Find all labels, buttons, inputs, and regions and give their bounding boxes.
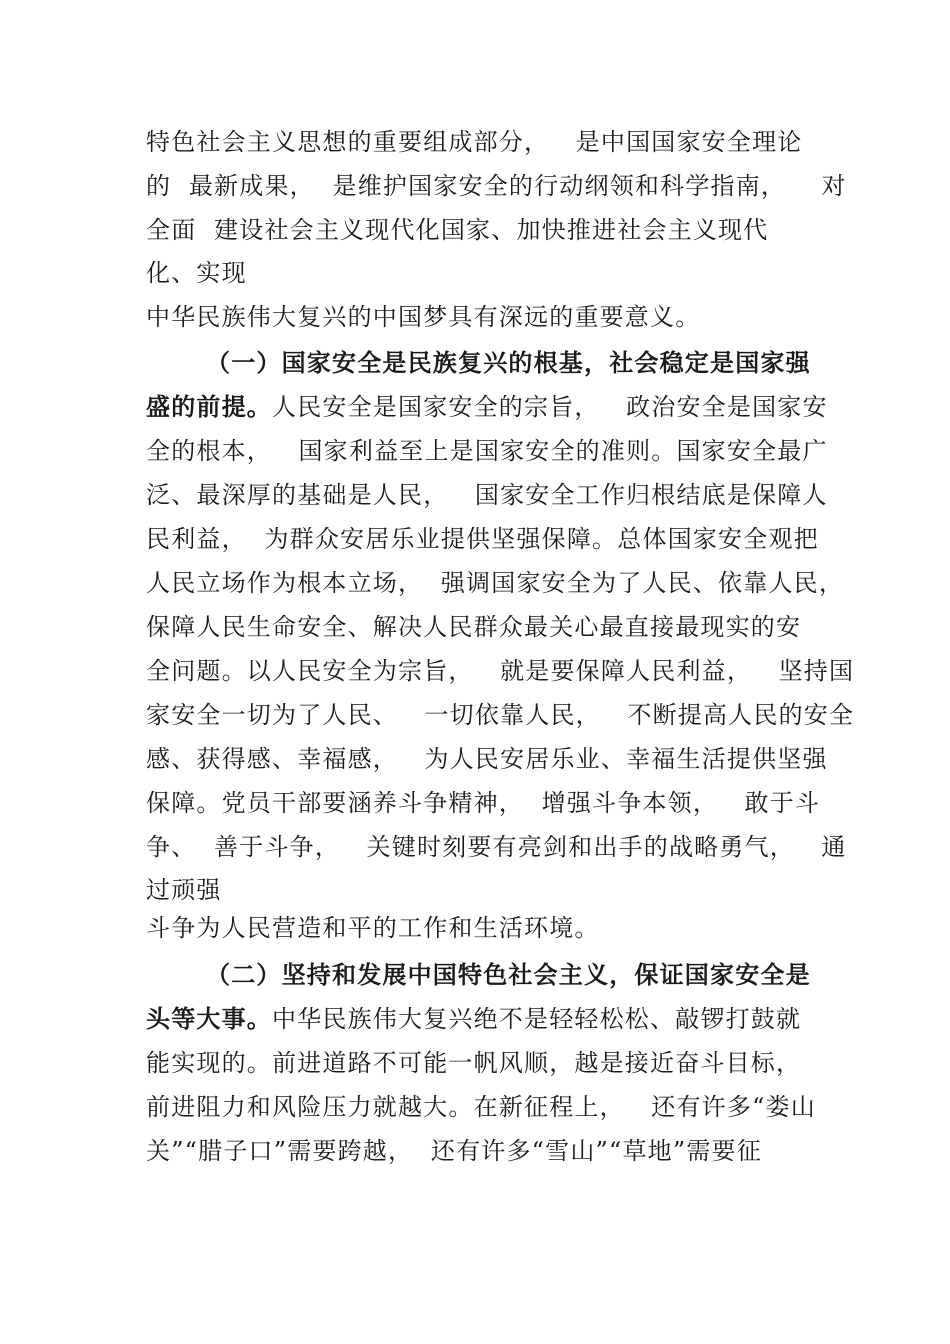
text-span: 中华民族伟大复兴绝不是轻轻松松、敲锣打鼓就 [272,1005,802,1033]
text-line: 家安全一切为了人民、 一切依靠人民， 不断提高人民的安全 [146,701,855,729]
section-heading-tail: 头等大事。 [146,1004,272,1033]
section-heading: （二）坚持和发展中国特色社会主义，保证国家安全是 [206,960,811,989]
text-line: 人民立场作为根本立场， 强调国家安全为了人民、依靠人民， [146,569,845,597]
text-line [146,1004,801,1034]
text-line: 民利益， 为群众安居乐业提供坚强保障。总体国家安全观把 [146,525,819,553]
text-line: 泛、最深厚的基础是人民， 国家安全工作归根结底是保障人 [146,481,828,509]
section-heading-tail: 盛的前提。 [146,392,272,421]
text-line: 前进阻力和风险压力就越大。在新征程上， 还有许多“娄山 [146,1093,816,1121]
text-span: 人民安全是国家安全的宗旨， 政治安全是国家安 [272,393,828,421]
text-line: 全问题。以人民安全为宗旨， 就是要保障人民利益， 坚持国 [146,657,855,685]
text-line: 争、 善于斗争， 关键时刻要有亮剑和出手的战略勇气， 通 [146,833,847,861]
text-line: 能实现的。前进道路不可能一帆风顺，越是接近奋斗目标， [146,1049,802,1077]
text-line: 的 最新成果， 是维护国家安全的行动纲领和科学指南， 对 [146,172,847,200]
text-line: 关”“腊子口”需要跨越， 还有许多“雪山”“草地”需要征 [146,1137,762,1165]
text-line [146,392,828,422]
text-line: 保障人民生命安全、解决人民群众最关心最直接最现实的安 [146,613,802,641]
section-heading: （一）国家安全是民族复兴的根基，社会稳定是国家强 [206,348,811,377]
text-line: 化、实现 [146,259,247,287]
text-line: 保障。党员干部要涵养斗争精神， 增强斗争本领， 敢于斗 [146,789,821,817]
text-line: 全的根本， 国家利益至上是国家安全的准则。国家安全最广 [146,437,828,465]
text-line: 感、获得感、幸福感， 为人民安居乐业、幸福生活提供坚强 [146,745,828,773]
text-line: 过顽强 [146,876,222,904]
text-line: 全面 建设社会主义现代化国家、加快推进社会主义现代 [146,216,769,244]
text-line: 中华民族伟大复兴的中国梦具有深远的重要意义。 [146,303,701,331]
text-line: 特色社会主义思想的重要组成部分， 是中国国家安全理论 [146,128,803,156]
text-line: 斗争为人民营造和平的工作和生活环境。 [146,914,600,942]
